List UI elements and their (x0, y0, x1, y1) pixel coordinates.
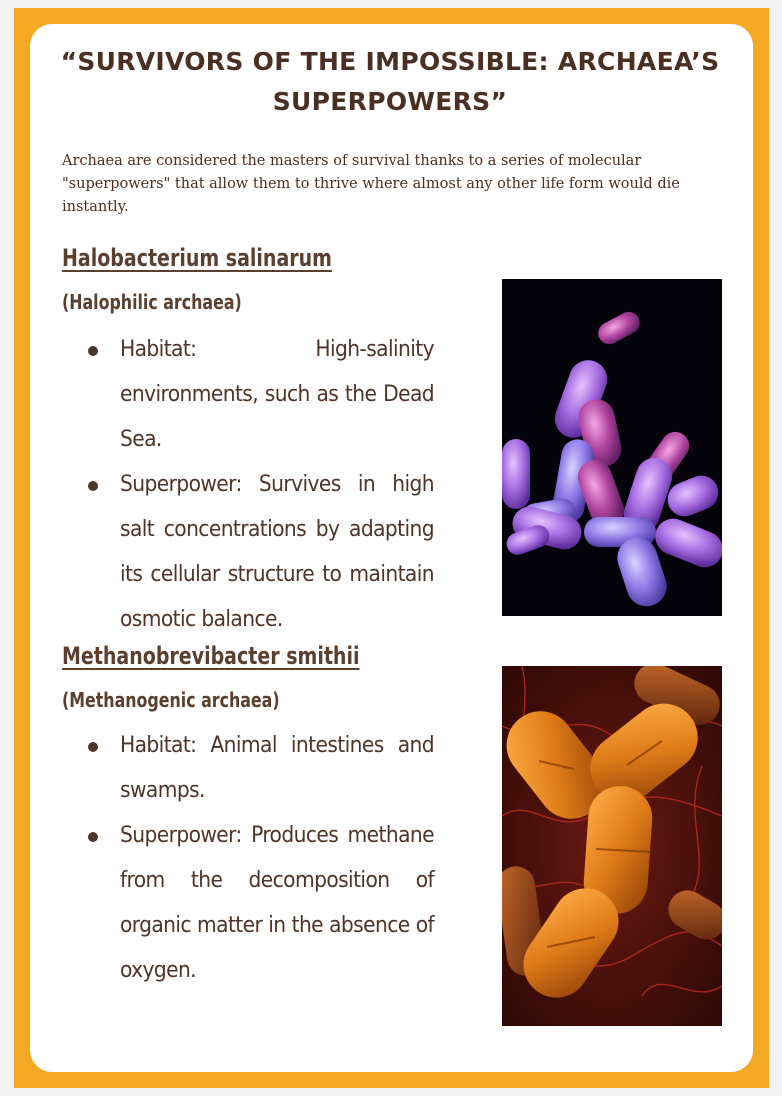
trait-superpower: Superpower: Produces methane from the decomposition of organic matter in the absence of oxygen. (82, 813, 434, 993)
halobacterium-micrograph (502, 279, 722, 616)
species-group-methanogenic: (Methanogenic archaea) (62, 688, 280, 712)
page-title: “SURVIVORS OF THE IMPOSSIBLE: ARCHAEA’S SUPERPOWERS” (60, 47, 720, 116)
species-group-halophilic: (Halophilic archaea) (62, 290, 242, 314)
trait-superpower: Superpower: Survives in high salt concentrations by adapting its cellular structure to maintain osmotic balance. (82, 462, 434, 642)
trait-list-methanobrevibacter (82, 723, 434, 993)
trait-habitat: Habitat: High-salinity environments, such as the Dead Sea. (82, 327, 434, 462)
species-name-halobacterium: Halobacterium salinarum (62, 244, 332, 272)
trait-habitat: Habitat: Animal intestines and swamps. (82, 723, 434, 813)
species-name-methanobrevibacter: Methanobrevibacter smithii (62, 642, 360, 670)
methanobrevibacter-micrograph (502, 666, 722, 1026)
trait-list-halobacterium (82, 327, 434, 642)
intro-paragraph: Archaea are considered the masters of survival thanks to a series of molecular "superpowers" that allow them to thrive where almost any other life form would die instantly. (62, 153, 680, 215)
